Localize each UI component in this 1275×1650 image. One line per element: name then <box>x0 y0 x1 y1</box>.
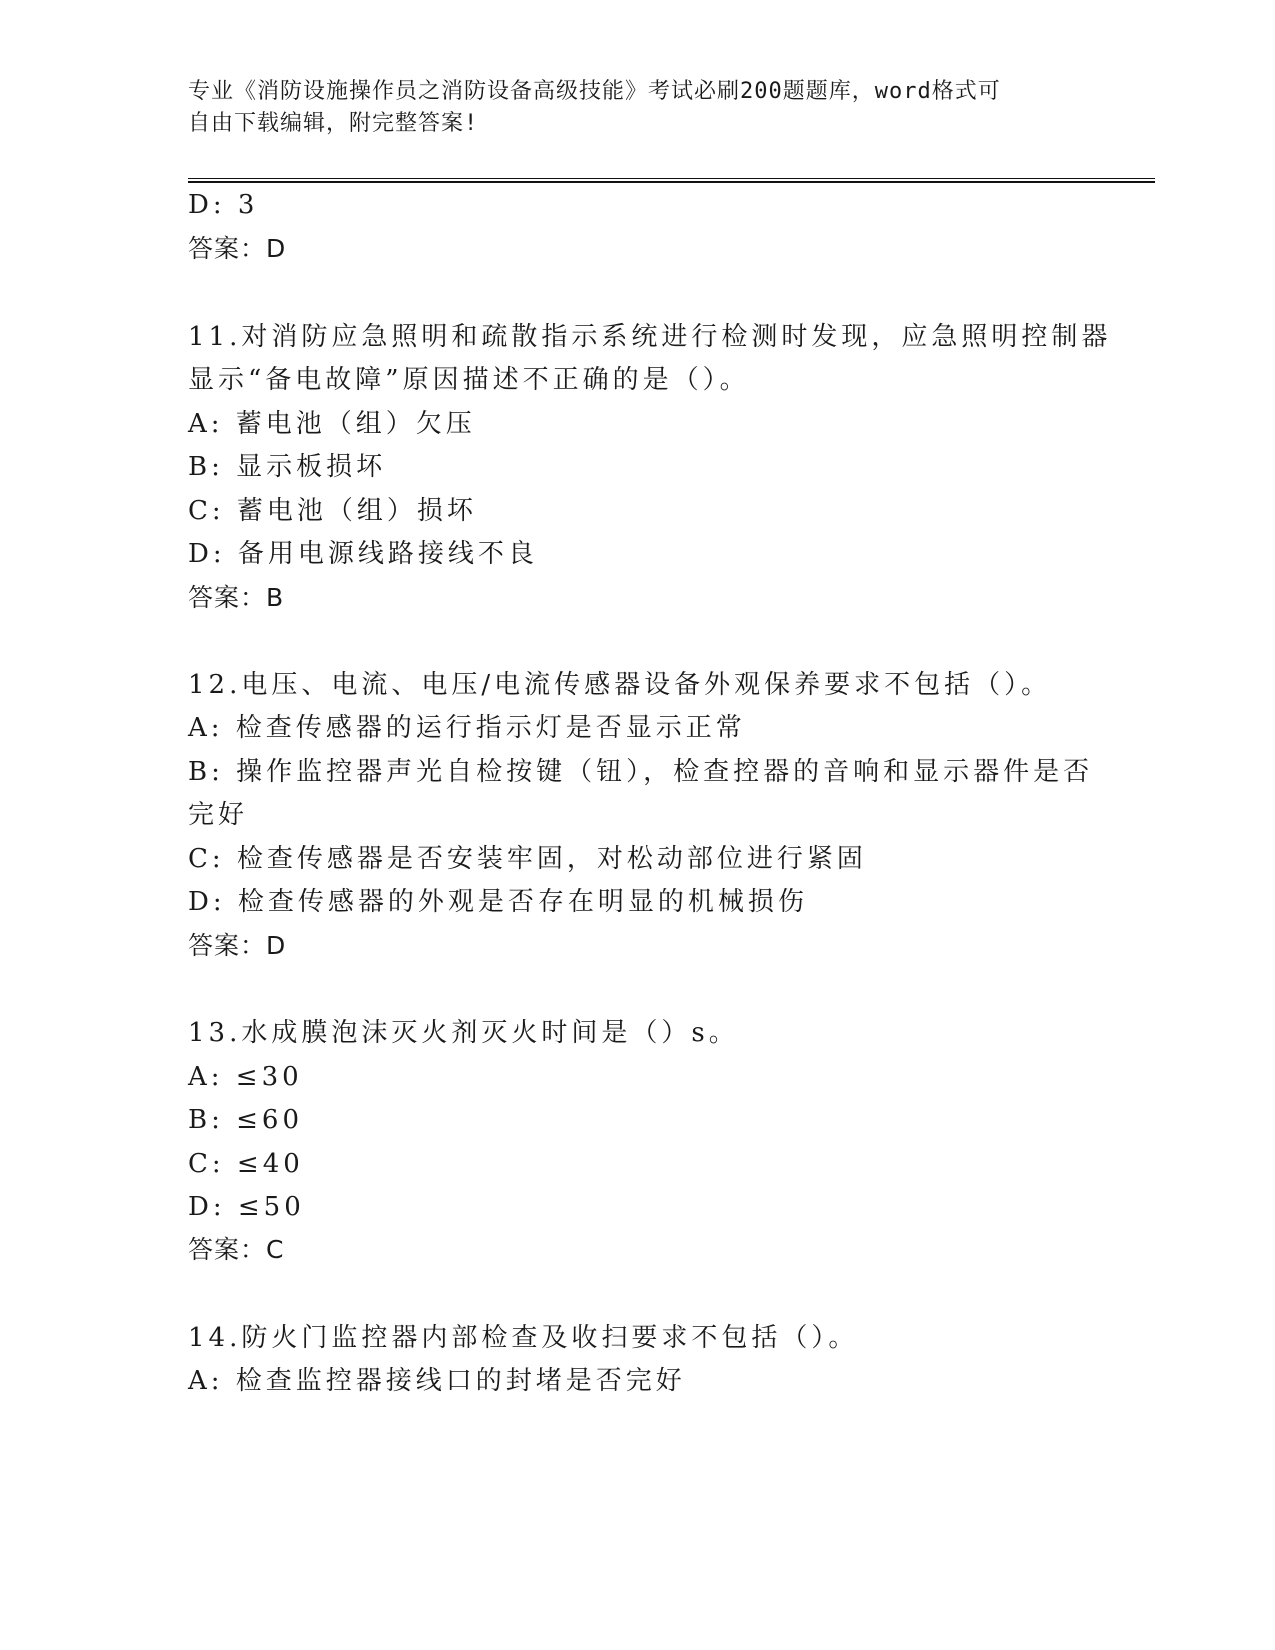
q11-stem-line-2: 显示“备电故障”原因描述不正确的是（）。 <box>188 365 750 395</box>
q13-option-b: B: ≤60 <box>188 1105 303 1135</box>
q10-option-d: D: 3 <box>188 190 259 220</box>
q12-option-c: C: 检查传感器是否安装牢固，对松动部位进行紧固 <box>188 844 867 874</box>
q12-answer: 答案：D <box>188 931 287 960</box>
document-header <box>188 76 1068 140</box>
q11-option-b: B: 显示板损坏 <box>188 452 387 482</box>
header-line-2: 自由下载编辑，附完整答案! <box>188 111 479 136</box>
q11-stem-line-1: 11.对消防应急照明和疏散指示系统进行检测时发现，应急照明控制器 <box>188 322 1112 352</box>
q13-option-c: C: ≤40 <box>188 1149 304 1179</box>
q11-answer: 答案：B <box>188 583 285 612</box>
q12-option-b-line-1: B: 操作监控器声光自检按键（钮），检查控器的音响和显示器件是否 <box>188 757 1094 787</box>
q14-option-a: A: 检查监控器接线口的封堵是否完好 <box>188 1366 686 1396</box>
q13-option-a: A: ≤30 <box>188 1062 303 1092</box>
q12-option-b-line-2: 完好 <box>188 800 249 830</box>
q11-option-a: A: 蓄电池（组）欠压 <box>188 409 476 439</box>
q13-stem: 13.水成膜泡沫灭火剂灭火时间是（）s。 <box>188 1018 739 1048</box>
q11-option-c: C: 蓄电池（组）损坏 <box>188 496 477 526</box>
q13-answer: 答案：C <box>188 1235 285 1264</box>
header-line-1: 专业《消防设施操作员之消防设备高级技能》考试必刷200题题库，word格式可 <box>188 79 1001 104</box>
q11-option-d: D: 备用电源线路接线不良 <box>188 539 538 569</box>
q13-option-d: D: ≤50 <box>188 1192 305 1222</box>
q12-option-a: A: 检查传感器的运行指示灯是否显示正常 <box>188 713 746 743</box>
header-divider <box>188 178 1155 183</box>
q14-stem: 14.防火门监控器内部检查及收扫要求不包括（）。 <box>188 1323 859 1353</box>
q12-option-d: D: 检查传感器的外观是否存在明显的机械损伤 <box>188 887 808 917</box>
q10-answer: 答案：D <box>188 234 287 263</box>
q12-stem: 12.电压、电流、电压/电流传感器设备外观保养要求不包括（）。 <box>188 670 1052 700</box>
